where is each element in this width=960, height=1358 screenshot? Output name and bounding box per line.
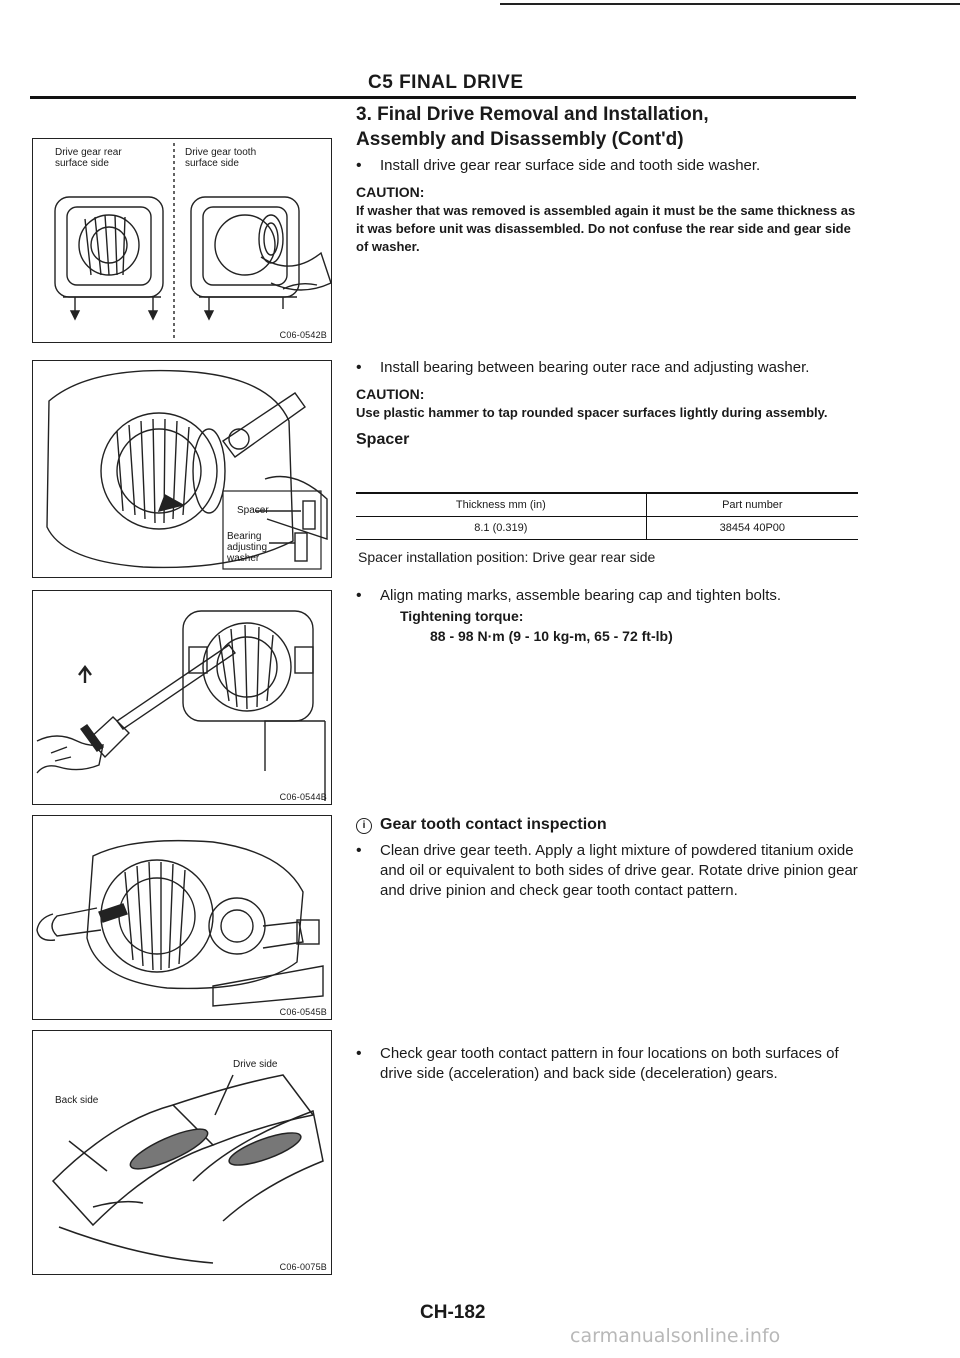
spacer-position-note: Spacer installation position: Drive gear rear side (358, 549, 656, 565)
figure-contact-pattern (32, 1030, 332, 1275)
caution-heading: CAUTION: (356, 386, 425, 402)
page-header-title: C5 FINAL DRIVE (368, 72, 524, 93)
gear-paint-illustration (33, 816, 332, 1020)
bearing-cap-block (356, 586, 866, 646)
watermark: carmanualsonline.info (570, 1325, 781, 1347)
section-title-line2: Assembly and Disassembly (Cont'd) (356, 129, 684, 150)
spacer-install-illustration (33, 361, 332, 578)
washer-install-bullet: • Install drive gear rear surface side and tooth side washer. (356, 156, 866, 176)
page-number: CH-182 (420, 1302, 486, 1323)
contact-pattern-block (356, 1044, 866, 1084)
bearing-cap-bullet: • Align mating marks, assemble bearing cap and tighten bolts. (356, 586, 866, 606)
label-drive-gear-rear: Drive gear rear surface side (55, 147, 122, 169)
caution-heading: CAUTION: (356, 184, 425, 200)
torque-wrench-illustration (33, 591, 332, 805)
bearing-install-bullet: • Install bearing between bearing outer race and adjusting washer. (356, 358, 866, 378)
inspection-heading-row (356, 815, 866, 835)
inspection-icon: i (356, 818, 372, 834)
label-drive-gear-tooth: Drive gear tooth surface side (185, 147, 257, 169)
label-drive-side: Drive side (233, 1059, 278, 1070)
figure-code: C06-0544B (279, 792, 327, 802)
figure-bearing-cap-torque (32, 590, 332, 805)
contact-pattern-illustration (33, 1031, 332, 1275)
table-row (356, 517, 858, 540)
torque-value: 88 - 98 N·m (9 - 10 kg-m, 65 - 72 ft-lb) (430, 628, 673, 644)
inspection-bullet: • Clean drive gear teeth. Apply a light mixture of powdered titanium oxide and oil or equivalent to both sides of drive gear. Rotate drive pinion gear and drive pinion and check gear tooth contact pattern. (356, 841, 866, 901)
caution-text: Use plastic hammer to tap rounded spacer surfaces lightly during assembly. (356, 405, 828, 420)
washer-sides-illustration (33, 139, 332, 343)
table-header-thickness: Thickness mm (in) (356, 493, 646, 517)
section-title-line1: 3. Final Drive Removal and Installation, (356, 104, 709, 125)
contact-pattern-bullet: • Check gear tooth contact pattern in four locations on both surfaces of drive side (acceleration) and back side (deceleration) gears. (356, 1044, 866, 1084)
section-title (356, 102, 856, 152)
table-header-part-number: Part number (646, 493, 858, 517)
label-back-side: Back side (55, 1095, 99, 1106)
figure-code: C06-0075B (279, 1262, 327, 1272)
figure-code: C06-0545B (279, 1007, 327, 1017)
figure-code: C06-0542B (279, 330, 327, 340)
bearing-install-block (356, 358, 866, 450)
table-cell-thickness: 8.1 (0.319) (356, 517, 646, 540)
figure-gear-tooth-paint (32, 815, 332, 1020)
spacer-subheading: Spacer (356, 431, 410, 448)
torque-label: Tightening torque: (400, 608, 524, 624)
figure-washer-sides (32, 138, 332, 343)
table-header-row (356, 493, 858, 517)
header-rule (30, 96, 856, 99)
washer-install-block (356, 156, 866, 256)
top-edge-rule (500, 3, 960, 5)
inspection-block (356, 815, 866, 901)
label-bearing-adjusting-washer: Bearing adjusting washer (227, 531, 268, 564)
figure-spacer-install (32, 360, 332, 578)
table-cell-part-number: 38454 40P00 (646, 517, 858, 540)
inspection-heading: Gear tooth contact inspection (380, 816, 607, 833)
label-spacer: Spacer (237, 505, 269, 516)
spacer-spec-table (356, 492, 858, 540)
caution-text: If washer that was removed is assembled again it must be the same thickness as it was before unit was disassembled. Do not confuse the rear side and gear side of washer. (356, 203, 856, 254)
